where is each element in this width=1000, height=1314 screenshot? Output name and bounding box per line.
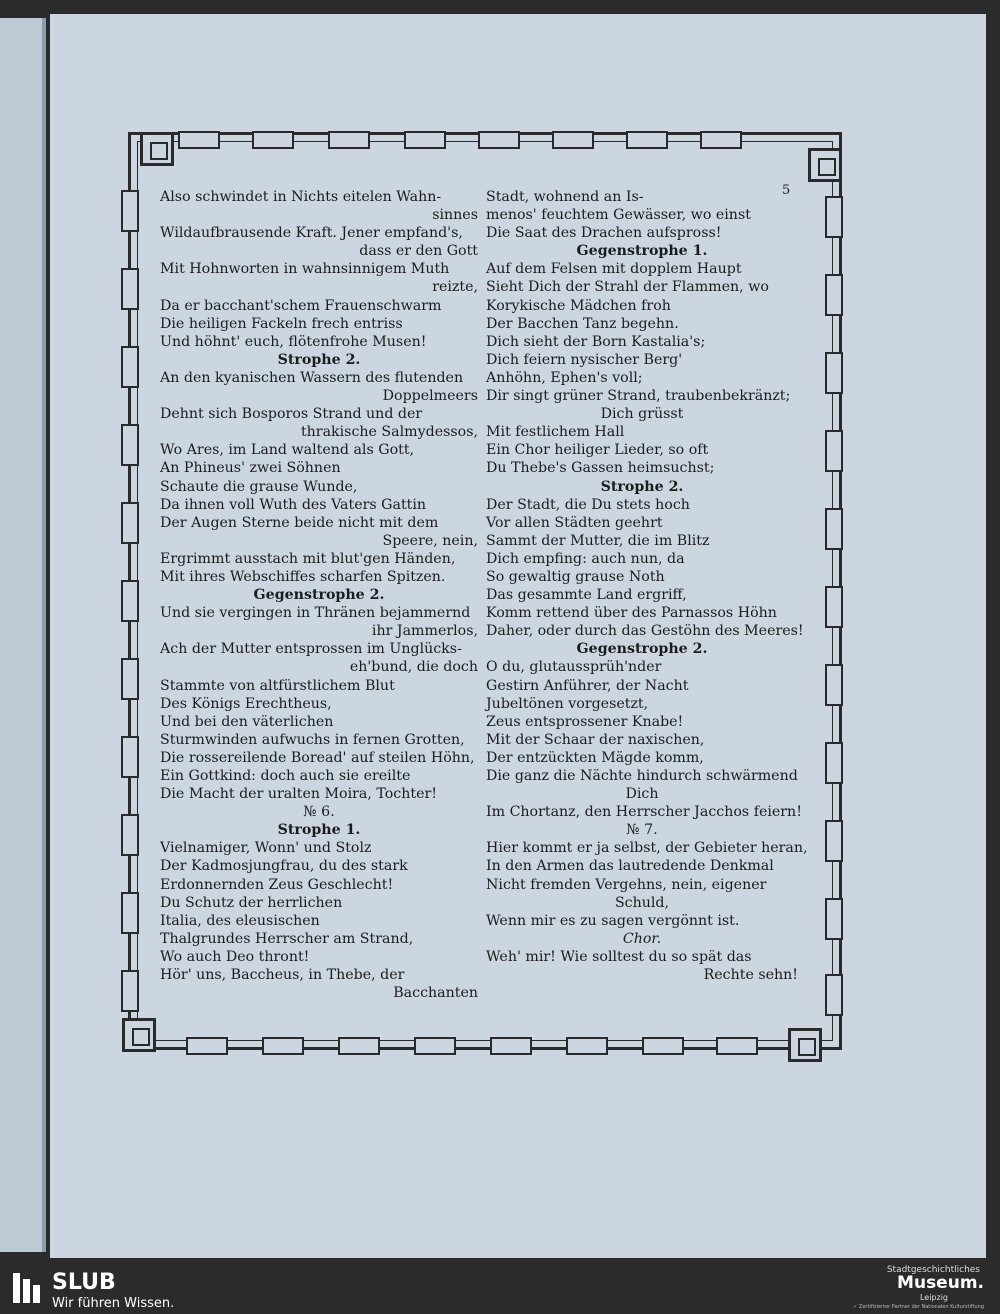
text-line: Der Bacchen Tanz begehn. bbox=[486, 315, 679, 332]
text-line: Jubeltönen vorgesetzt, bbox=[486, 695, 649, 712]
text-line: Auf dem Felsen mit dopplem Haupt bbox=[486, 261, 742, 278]
text-line: Rechte sehn! bbox=[703, 967, 798, 984]
meander-ornament bbox=[121, 736, 139, 778]
meander-ornament bbox=[121, 424, 139, 466]
text-line: Schuld, bbox=[614, 894, 670, 911]
meander-ornament bbox=[825, 586, 843, 628]
text-line: Mit der Schaar der naxischen, bbox=[486, 731, 705, 748]
text-line: Hier kommt er ja selbst, der Gebieter heran, bbox=[486, 840, 808, 857]
meander-ornament bbox=[825, 820, 843, 862]
right-text-column bbox=[486, 188, 808, 984]
text-line: Sieht Dich der Strahl der Flammen, wo bbox=[486, 279, 769, 296]
text-line: dass er den Gott bbox=[359, 243, 478, 260]
meander-ornament bbox=[338, 1037, 380, 1055]
text-line: Du Schutz der herrlichen bbox=[160, 894, 343, 911]
text-line: Und höhnt' euch, flötenfrohe Musen! bbox=[160, 333, 427, 350]
footer-bar bbox=[0, 1262, 1000, 1314]
text-line: menos' feuchtem Gewässer, wo einst bbox=[486, 207, 751, 224]
text-line: Der Augen Sterne beide nicht mit dem bbox=[160, 514, 439, 531]
text-line: Stammte von altfürstlichem Blut bbox=[160, 677, 395, 694]
text-line: Bacchanten bbox=[393, 985, 478, 1002]
text-line: reizte, bbox=[432, 279, 478, 296]
previous-page-edge bbox=[0, 18, 46, 1252]
text-line: Italia, des eleusischen bbox=[160, 912, 320, 929]
meander-ornament bbox=[121, 346, 139, 388]
text-line: Dehnt sich Bosporos Strand und der bbox=[160, 406, 423, 423]
text-line: Komm rettend über des Parnassos Höhn bbox=[486, 605, 777, 622]
slub-name: SLUB bbox=[52, 1270, 116, 1295]
meander-ornament bbox=[121, 814, 139, 856]
text-line: Das gesammte Land ergriff, bbox=[486, 587, 687, 604]
text-line: Ergrimmt ausstach mit blut'gen Händen, bbox=[160, 550, 456, 567]
meander-ornament bbox=[825, 274, 843, 316]
meander-ornament bbox=[404, 131, 446, 149]
text-line: Doppelmeers bbox=[382, 388, 478, 405]
text-line: Wo Ares, im Land waltend als Gott, bbox=[160, 442, 415, 459]
meander-ornament bbox=[825, 898, 843, 940]
text-line: An den kyanischen Wassern des flutenden bbox=[160, 369, 464, 386]
text-line: Ach der Mutter entsprossen im Unglücks- bbox=[160, 641, 462, 658]
section-heading: Strophe 2. bbox=[277, 351, 361, 368]
text-line: So gewaltig grause Noth bbox=[486, 568, 665, 585]
text-line: Die rossereilende Boread' auf steilen Höhn, bbox=[160, 749, 475, 766]
text-line: Dich sieht der Born Kastalia's; bbox=[486, 333, 706, 350]
text-line: Dich empfing: auch nun, da bbox=[486, 550, 685, 567]
meander-ornament bbox=[121, 268, 139, 310]
museum-name: Museum. bbox=[897, 1273, 984, 1293]
text-line: Und sie vergingen in Thränen bejammernd bbox=[160, 605, 471, 622]
meander-ornament bbox=[262, 1037, 304, 1055]
meander-ornament bbox=[328, 131, 370, 149]
text-line: Vor allen Städten geehrt bbox=[486, 514, 663, 531]
text-line: Zeus entsprossener Knabe! bbox=[486, 713, 684, 730]
text-line: An Phineus' zwei Söhnen bbox=[160, 460, 341, 477]
text-line: Schaute die grause Wunde, bbox=[160, 478, 358, 495]
text-line: Hör' uns, Baccheus, in Thebe, der bbox=[160, 967, 405, 984]
text-line: Der Stadt, die Du stets hoch bbox=[486, 496, 690, 513]
text-line: Also schwindet in Nichts eitelen Wahn- bbox=[160, 189, 442, 205]
museum-top-label: Stadtgeschichtliches bbox=[886, 1265, 980, 1275]
text-line: Die Macht der uralten Moira, Tochter! bbox=[160, 786, 437, 803]
text-line: Die Saat des Drachen aufspross! bbox=[486, 225, 722, 242]
meander-ornament bbox=[825, 974, 843, 1016]
left-text-column bbox=[160, 188, 478, 1002]
text-line: Im Chortanz, den Herrscher Jacchos feiern! bbox=[486, 804, 802, 821]
page-number: 5 bbox=[782, 183, 791, 198]
text-line: Wildaufbrausende Kraft. Jener empfand's, bbox=[160, 225, 463, 242]
text-line: Da er bacchant'schem Frauenschwarm bbox=[160, 297, 442, 314]
meander-ornament bbox=[825, 508, 843, 550]
text-line: Mit ihres Webschiffes scharfen Spitzen. bbox=[160, 568, 446, 585]
museum-city: Leipzig bbox=[919, 1293, 948, 1302]
meander-ornament bbox=[252, 131, 294, 149]
meander-ornament bbox=[626, 131, 668, 149]
section-heading: Gegenstrophe 1. bbox=[576, 243, 708, 260]
meander-ornament bbox=[825, 430, 843, 472]
section-heading: Gegenstrophe 2. bbox=[576, 641, 708, 658]
meander-ornament bbox=[700, 131, 742, 149]
slub-logo-icon bbox=[10, 1270, 42, 1306]
section-heading: Strophe 1. bbox=[277, 822, 361, 839]
meander-ornament bbox=[121, 580, 139, 622]
meander-ornament bbox=[716, 1037, 758, 1055]
corner-ornament bbox=[140, 132, 174, 166]
text-line: Ein Chor heiliger Lieder, so oft bbox=[486, 442, 709, 459]
text-line: Thalgrundes Herrscher am Strand, bbox=[160, 930, 414, 947]
text-line: № 6. bbox=[303, 804, 335, 821]
text-line: Sturmwinden aufwuchs in fernen Grotten, bbox=[160, 731, 465, 748]
meander-ornament bbox=[825, 742, 843, 784]
meander-ornament bbox=[642, 1037, 684, 1055]
text-line: Dich grüsst bbox=[600, 406, 684, 423]
text-line: Sammt der Mutter, die im Blitz bbox=[486, 532, 710, 549]
text-line: Vielnamiger, Wonn' und Stolz bbox=[160, 840, 372, 857]
meander-ornament bbox=[121, 892, 139, 934]
text-line: sinnes bbox=[432, 207, 478, 224]
text-line: ihr Jammerlos, bbox=[371, 623, 478, 640]
text-line: Die ganz die Nächte hindurch schwärmend bbox=[486, 768, 798, 784]
meander-ornament bbox=[121, 658, 139, 700]
text-line: Du Thebe's Gassen heimsuchst; bbox=[486, 460, 715, 477]
text-line: Gestirn Anführer, der Nacht bbox=[486, 677, 689, 694]
text-line: Dir singt grüner Strand, traubenbekränzt; bbox=[486, 388, 791, 405]
text-line: thrakische Salmydessos, bbox=[300, 424, 478, 441]
museum-note: ✓ Zertifizierter Partner der Nationalen Kulturstiftung bbox=[853, 1304, 984, 1310]
text-line: Ein Gottkind: doch auch sie ereilte bbox=[160, 768, 411, 784]
text-line: Chor. bbox=[622, 930, 662, 947]
meander-ornament bbox=[566, 1037, 608, 1055]
text-line: Dich bbox=[625, 786, 659, 803]
text-line: O du, glutaussprüh'nder bbox=[486, 659, 662, 676]
meander-ornament bbox=[121, 502, 139, 544]
section-heading: Gegenstrophe 2. bbox=[253, 587, 385, 604]
meander-ornament bbox=[121, 970, 139, 1012]
text-line: Daher, oder durch das Gestöhn des Meeres! bbox=[486, 623, 804, 640]
text-line: Dich feiern nysischer Berg' bbox=[486, 351, 683, 368]
text-line: Anhöhn, Ephen's voll; bbox=[486, 369, 643, 386]
text-line: Weh' mir! Wie solltest du so spät das bbox=[486, 948, 752, 965]
text-line: Stadt, wohnend an Is- bbox=[486, 189, 644, 205]
text-line: Der Kadmosjungfrau, du des stark bbox=[160, 858, 408, 875]
text-line: Des Königs Erechtheus, bbox=[160, 695, 332, 712]
text-line: Speere, nein, bbox=[382, 532, 478, 549]
text-line: Mit Hohnworten in wahnsinnigem Muth bbox=[160, 261, 450, 278]
text-line: Mit festlichem Hall bbox=[486, 424, 625, 441]
text-line: Da ihnen voll Wuth des Vaters Gattin bbox=[160, 496, 427, 513]
meander-ornament bbox=[825, 196, 843, 238]
text-line: Wenn mir es zu sagen vergönnt ist. bbox=[486, 912, 740, 929]
meander-ornament bbox=[414, 1037, 456, 1055]
meander-ornament bbox=[490, 1037, 532, 1055]
text-line: Erdonnernden Zeus Geschlecht! bbox=[160, 876, 394, 893]
text-line: Die heiligen Fackeln frech entriss bbox=[160, 315, 403, 332]
text-line: eh'bund, die doch bbox=[349, 659, 478, 676]
meander-ornament bbox=[121, 190, 139, 232]
meander-ornament bbox=[478, 131, 520, 149]
text-line: Und bei den väterlichen bbox=[160, 713, 334, 730]
meander-ornament bbox=[186, 1037, 228, 1055]
corner-ornament bbox=[808, 148, 842, 182]
meander-ornament bbox=[825, 664, 843, 706]
text-line: Wo auch Deo thront! bbox=[160, 948, 310, 965]
corner-ornament bbox=[788, 1028, 822, 1062]
text-line: Nicht fremden Vergehns, nein, eigener bbox=[486, 876, 767, 893]
corner-ornament bbox=[122, 1018, 156, 1052]
meander-ornament bbox=[552, 131, 594, 149]
text-line: № 7. bbox=[626, 822, 658, 839]
meander-ornament bbox=[825, 352, 843, 394]
text-line: Korykische Mädchen froh bbox=[486, 297, 671, 314]
text-line: Der entzückten Mägde komm, bbox=[486, 749, 704, 766]
text-line: In den Armen das lautredende Denkmal bbox=[486, 858, 774, 875]
slub-tagline: Wir führen Wissen. bbox=[52, 1296, 175, 1311]
section-heading: Strophe 2. bbox=[600, 478, 684, 495]
meander-ornament bbox=[178, 131, 220, 149]
